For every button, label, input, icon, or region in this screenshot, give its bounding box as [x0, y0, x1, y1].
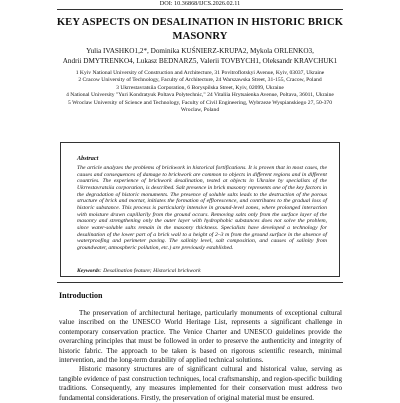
paragraph-2: Historic masonry structures are of significant cultural and historical value, serving as tangible evidence of past construction techniques, local craftsmanship, and region-specific building traditions. Consequently, any measures implemented for their conservation must address two fundamental considerations. Firstly, the preservation of original material must be ensured.	[59, 365, 342, 402]
affiliation-2: 2 Cracow University of Technology, Faculty of Architecture, 24 Warszawska Street, 31-155, Cracow, Poland	[78, 77, 322, 84]
title-line-2: MASONRY	[172, 30, 228, 42]
abstract-text: The article analyzes the problems of brickwork in historical fortifications. It is proven that in most cases, the causes and consequences of damage to brickwork are common to objects in different regions and in different countries. The experience of brickwork desalination, tested at objects in Ukraine by specialists of the Ukrrestavratsiia corporation, is described. Salt presence in brick masonry represents one of the key factors in the degradation of historic monuments. The presence of soluble salts leads to the destruction of the porous structure of brick and mortar, initiates the formation of efflorescence, and contributes to the gradual loss of historic substance. This process is particularly intensive in ground-level zones, where prolonged interaction with moisture drawn capillarily from the ground occurs. Removing salts only from the surface layer of the masonry and strengthening only the outer layer with hydrophobic substances does not solve the problem, since water-soluble salts remain in the masonry thickness. Specialists have developed a technology for desalination of the lower part of a brick wall to a height of 2–3 m from the ground surface in the absence of waterproofing and perimeter paving. The salinity level, salt composition, and causes of salinity from groundwater, atmospheric pollution, etc.) are previously established.	[77, 165, 327, 251]
keywords-text: : Desalination feature; Historical brickwork	[99, 268, 201, 274]
affiliation-5: 5 Wroclaw University of Science and Technology, Faculty of Civil Engineering, Wybrzeze Wyspianskiego 27, 50-370	[67, 99, 333, 106]
affiliation-3: 3 Ukrrestavratsiia Corporation, 6 Boryspilska Street, Kyiv, 02099, Ukraine	[116, 84, 284, 91]
keywords	[77, 268, 327, 275]
body-text	[59, 309, 342, 403]
keywords-label: Keywords	[77, 268, 100, 274]
authors-line-2: Andrii DMYTRENKO4, Lukasz BEDNARZ5, Valerii TOVBYCH1, Oleksandr KRAVCHUK1	[62, 56, 338, 65]
title-line-1: KEY ASPECTS ON DESALINATION IN HISTORIC BRICK	[56, 17, 344, 28]
affiliation-1: 1 Kyiv National University of Construction and Architecture, 31 Povitroflotskyi Avenue, Kyiv, 03037, Ukraine	[75, 70, 325, 76]
affiliation-4: 4 National University "Yuri Kondratyuk Poltava Polytechnic," 24 Vitaliia Hrytsaienka Avenue, Poltava, 36011, Ukraine	[66, 92, 334, 99]
authors-line-1: Yulia IVASHKO1,2*, Dominika KUŚNIERZ-KRUPA2, Mykola ORLENKO3,	[86, 47, 314, 55]
paper-title	[40, 16, 360, 43]
author-list	[40, 47, 360, 66]
section-heading: Introduction	[59, 291, 103, 300]
header-rule	[57, 9, 343, 10]
abstract-label: Abstract	[77, 155, 99, 162]
affiliation-5-cont: Wroclaw, Poland	[180, 107, 220, 114]
abstract-rule	[57, 282, 343, 283]
doi-line: DOI: 10.36868/IJCS.2026.02.11	[159, 0, 241, 7]
paragraph-1: The preservation of architectural heritage, particularly monuments of exceptional cultural value inscribed on the UNESCO World Heritage List, represents a significant challenge in contemporary conservation practice. The Venice Charter and UNESCO guidelines provide the overarching principles that must be followed in order to preserve the authenticity and integrity of historic fabric. The approach to be taken is based on rigorous scientific research, minimal intervention, and the long-term durability of applied technical solutions.	[59, 309, 342, 365]
affiliations	[40, 70, 360, 114]
